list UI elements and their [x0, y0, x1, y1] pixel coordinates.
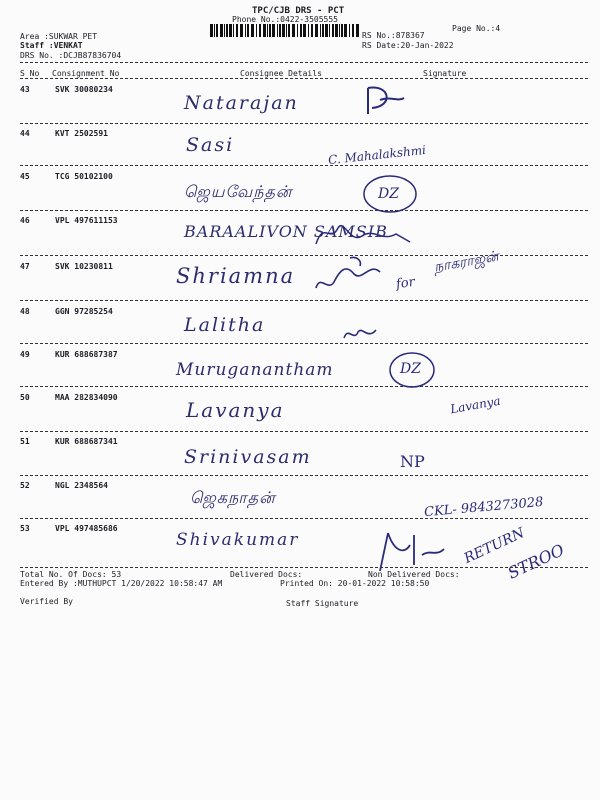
row-consignee: ஜெகநாதன்: [190, 488, 276, 507]
row-consignment: MAA 282834090: [55, 393, 118, 402]
row-sno: 52: [20, 481, 30, 490]
signature-note: DZ: [378, 186, 399, 202]
signature-note: CKL- 9843273028: [423, 494, 544, 521]
non-delivered-docs: Non Delivered Docs:: [368, 570, 460, 579]
drs-number: DRS No. :DCJB87836704: [20, 51, 122, 60]
row-divider: [20, 475, 588, 476]
row-consignee: Shriamna: [176, 264, 296, 288]
row-divider: [20, 386, 588, 387]
row-sno: 53: [20, 524, 30, 533]
row-consignee: Shivakumar: [176, 530, 300, 550]
rs-number: RS No.:878367: [362, 31, 425, 40]
signature-scribble: [310, 214, 420, 254]
footer-divider: [20, 567, 588, 568]
header-divider: [20, 62, 588, 63]
row-consignment: NGL 2348564: [55, 481, 108, 490]
row-divider: [20, 165, 588, 166]
rs-date: RS Date:20-Jan-2022: [362, 41, 454, 50]
row-consignment: KUR 688687341: [55, 437, 118, 446]
signature-note: Lavanya: [449, 393, 502, 417]
signature-note: C. Mahalakshmi: [327, 142, 427, 168]
row-divider: [20, 210, 588, 211]
printed-on: Printed On: 20-01-2022 10:58:50: [280, 579, 430, 588]
row-sno: 48: [20, 307, 30, 316]
row-consignment: SVK 30080234: [55, 85, 113, 94]
row-sno: 46: [20, 216, 30, 225]
page-number: Page No.:4: [452, 24, 501, 33]
row-divider: [20, 255, 588, 256]
row-sno: 43: [20, 85, 30, 94]
signature-note: RETURN: [461, 525, 528, 567]
signature-note: NP: [400, 452, 425, 471]
row-sno: 51: [20, 437, 30, 446]
row-sno: 47: [20, 262, 30, 271]
signature-scribble: [340, 322, 380, 346]
signature-note: நாகராஜன்: [432, 248, 500, 276]
row-sno: 44: [20, 129, 30, 138]
row-consignment: KUR 688687387: [55, 350, 118, 359]
row-consignment: GGN 97285254: [55, 307, 113, 316]
row-sno: 49: [20, 350, 30, 359]
row-consignee: Srinivasam: [184, 446, 312, 468]
entered-by: Entered By :MUTHUPCT 1/20/2022 10:58:47 AM: [20, 579, 223, 588]
row-divider: [20, 431, 588, 432]
staff: Staff :VENKAT: [20, 41, 83, 50]
row-divider: [20, 300, 588, 301]
row-consignee: BARAALIVON SAMSIB: [184, 222, 388, 241]
row-sno: 50: [20, 393, 30, 402]
phone-number: Phone No.:0422-3505555: [232, 15, 338, 24]
signature-note: for: [395, 274, 416, 293]
row-divider: [20, 343, 588, 344]
col-header-consignee: Consignee Details: [240, 69, 322, 78]
verified-by: Verified By: [20, 597, 73, 606]
row-consignee: Sasi: [186, 134, 235, 156]
row-consignee: Lalitha: [184, 314, 266, 336]
signature-note: STROO: [504, 540, 568, 583]
row-consignee: Muruganantham: [176, 360, 334, 380]
column-header-divider: [20, 78, 588, 79]
row-consignment: KVT 2502591: [55, 129, 108, 138]
report-title: TPC/CJB DRS - PCT: [252, 6, 345, 16]
barcode: [210, 24, 360, 37]
row-consignment: SVK 10230811: [55, 262, 113, 271]
signature-scribble: [360, 80, 410, 120]
row-consignee: Natarajan: [184, 92, 299, 114]
row-consignment: TCG 50102100: [55, 172, 113, 181]
total-docs: Total No. Of Docs: 53: [20, 570, 122, 579]
signature-note: DZ: [400, 361, 421, 377]
row-divider: [20, 518, 588, 519]
row-consignee: Lavanya: [186, 398, 285, 422]
delivered-docs: Delivered Docs:: [230, 570, 303, 579]
row-consignment: VPL 497611153: [55, 216, 118, 225]
col-header-consignment: Consignment No: [52, 69, 120, 78]
staff-signature: Staff Signature: [286, 599, 359, 608]
area: Area :SUKWAR PET: [20, 32, 98, 41]
row-sno: 45: [20, 172, 30, 181]
signature-scribble: [310, 252, 400, 298]
col-header-signature: Signature: [423, 69, 467, 78]
col-header-sno: S No: [20, 69, 40, 78]
row-consignment: VPL 497485686: [55, 524, 118, 533]
row-divider: [20, 123, 588, 124]
row-consignee: ஜெயவேந்தன்: [184, 182, 293, 201]
